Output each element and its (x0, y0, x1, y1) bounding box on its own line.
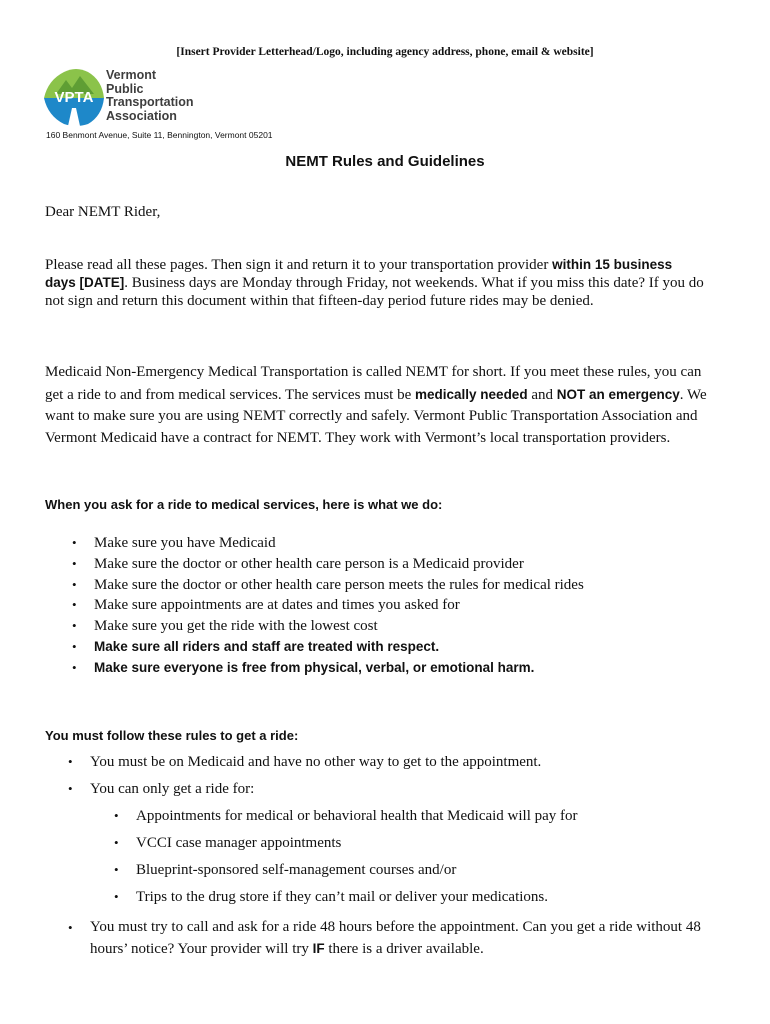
greeting: Dear NEMT Rider, (45, 204, 161, 220)
medicaid-bold-2: NOT an emergency (556, 386, 680, 402)
list-item: • Make sure everyone is free from physical, verbal, or emotional harm. (72, 659, 535, 675)
logo-line-1: Vermont (106, 68, 157, 82)
list-item: • Make sure the doctor or other health care person meets the rules for medical rides (72, 576, 584, 593)
page-title: NEMT Rules and Guidelines (285, 153, 485, 170)
list-item: • You must try to call and ask for a ride 48 hours before the appointment. Can you get a ride without 48 hours’ notice? Your provider will try IF there is a driver available. (68, 919, 701, 957)
section2-sublist (114, 808, 736, 916)
section2-list-continued (68, 917, 715, 960)
medicaid-text-2: . We want to make sure you are using NEMT correctly and safely. Vermont Public Transportation Association and Vermont Medicaid have a contract for NEMT. They work with Vermont’s local transportation providers. (45, 386, 707, 446)
section2-heading: You must follow these rules to get a ride: (45, 728, 299, 743)
list-item: • Make sure all riders and staff are treated with respect. (72, 638, 440, 654)
list-item: • Trips to the drug store if they can’t mail or deliver your medications. (114, 889, 549, 905)
list-item: • Make sure you get the ride with the lowest cost (72, 618, 378, 635)
logo-line-2: Public (106, 81, 144, 96)
list-item: • Appointments for medical or behavioral health that Medicaid will pay for (114, 808, 578, 824)
list-item: • VCCI case manager appointments (114, 835, 342, 851)
list-item: • Blueprint-sponsored self-management courses and/or (114, 862, 457, 878)
letterhead-placeholder: [Insert Provider Letterhead/Logo, including agency address, phone, email & website] (176, 46, 594, 58)
list-item: • Make sure the doctor or other health care person is a Medicaid provider (72, 555, 524, 572)
list-item: • Make sure appointments are at dates and times you asked for (72, 597, 460, 614)
medicaid-and: and (527, 386, 557, 403)
list-item: • You can only get a ride for: (68, 781, 255, 797)
logo-badge-text: VPTA (54, 89, 94, 106)
medicaid-paragraph (45, 362, 720, 449)
section1-heading: When you ask for a ride to medical services, here is what we do: (45, 497, 443, 512)
logo-line-4: Association (106, 108, 177, 123)
section1-list (72, 535, 734, 681)
logo-wordmark (106, 69, 194, 123)
list-item: • You must be on Medicaid and have no other way to get to the appointment. (68, 754, 542, 770)
intro-deadline: within 15 business days [DATE] (45, 257, 673, 290)
intro-text-1: Please read all these pages. Then sign it and return it to your transportation provider (45, 257, 553, 273)
agency-address: 160 Benmont Avenue, Suite 11, Bennington, Vermont 05201 (46, 130, 273, 140)
intro-paragraph (45, 256, 705, 310)
section2-list (68, 754, 730, 807)
medicaid-bold-1: medically needed (415, 386, 528, 402)
list-item: • Make sure you have Medicaid (72, 535, 276, 551)
intro-text-2: . Business days are Monday through Friday, not weekends. What if you miss this date? If you do not sign and return this document within that fifteen-day period future rides may be denied. (45, 275, 704, 309)
medicaid-text-1: Medicaid Non-Emergency Medical Transportation is called NEMT for short. If you meet these rules, you can get a ride to and from medical services. The services must be (45, 364, 702, 403)
logo-line-3: Transportation (106, 95, 194, 109)
